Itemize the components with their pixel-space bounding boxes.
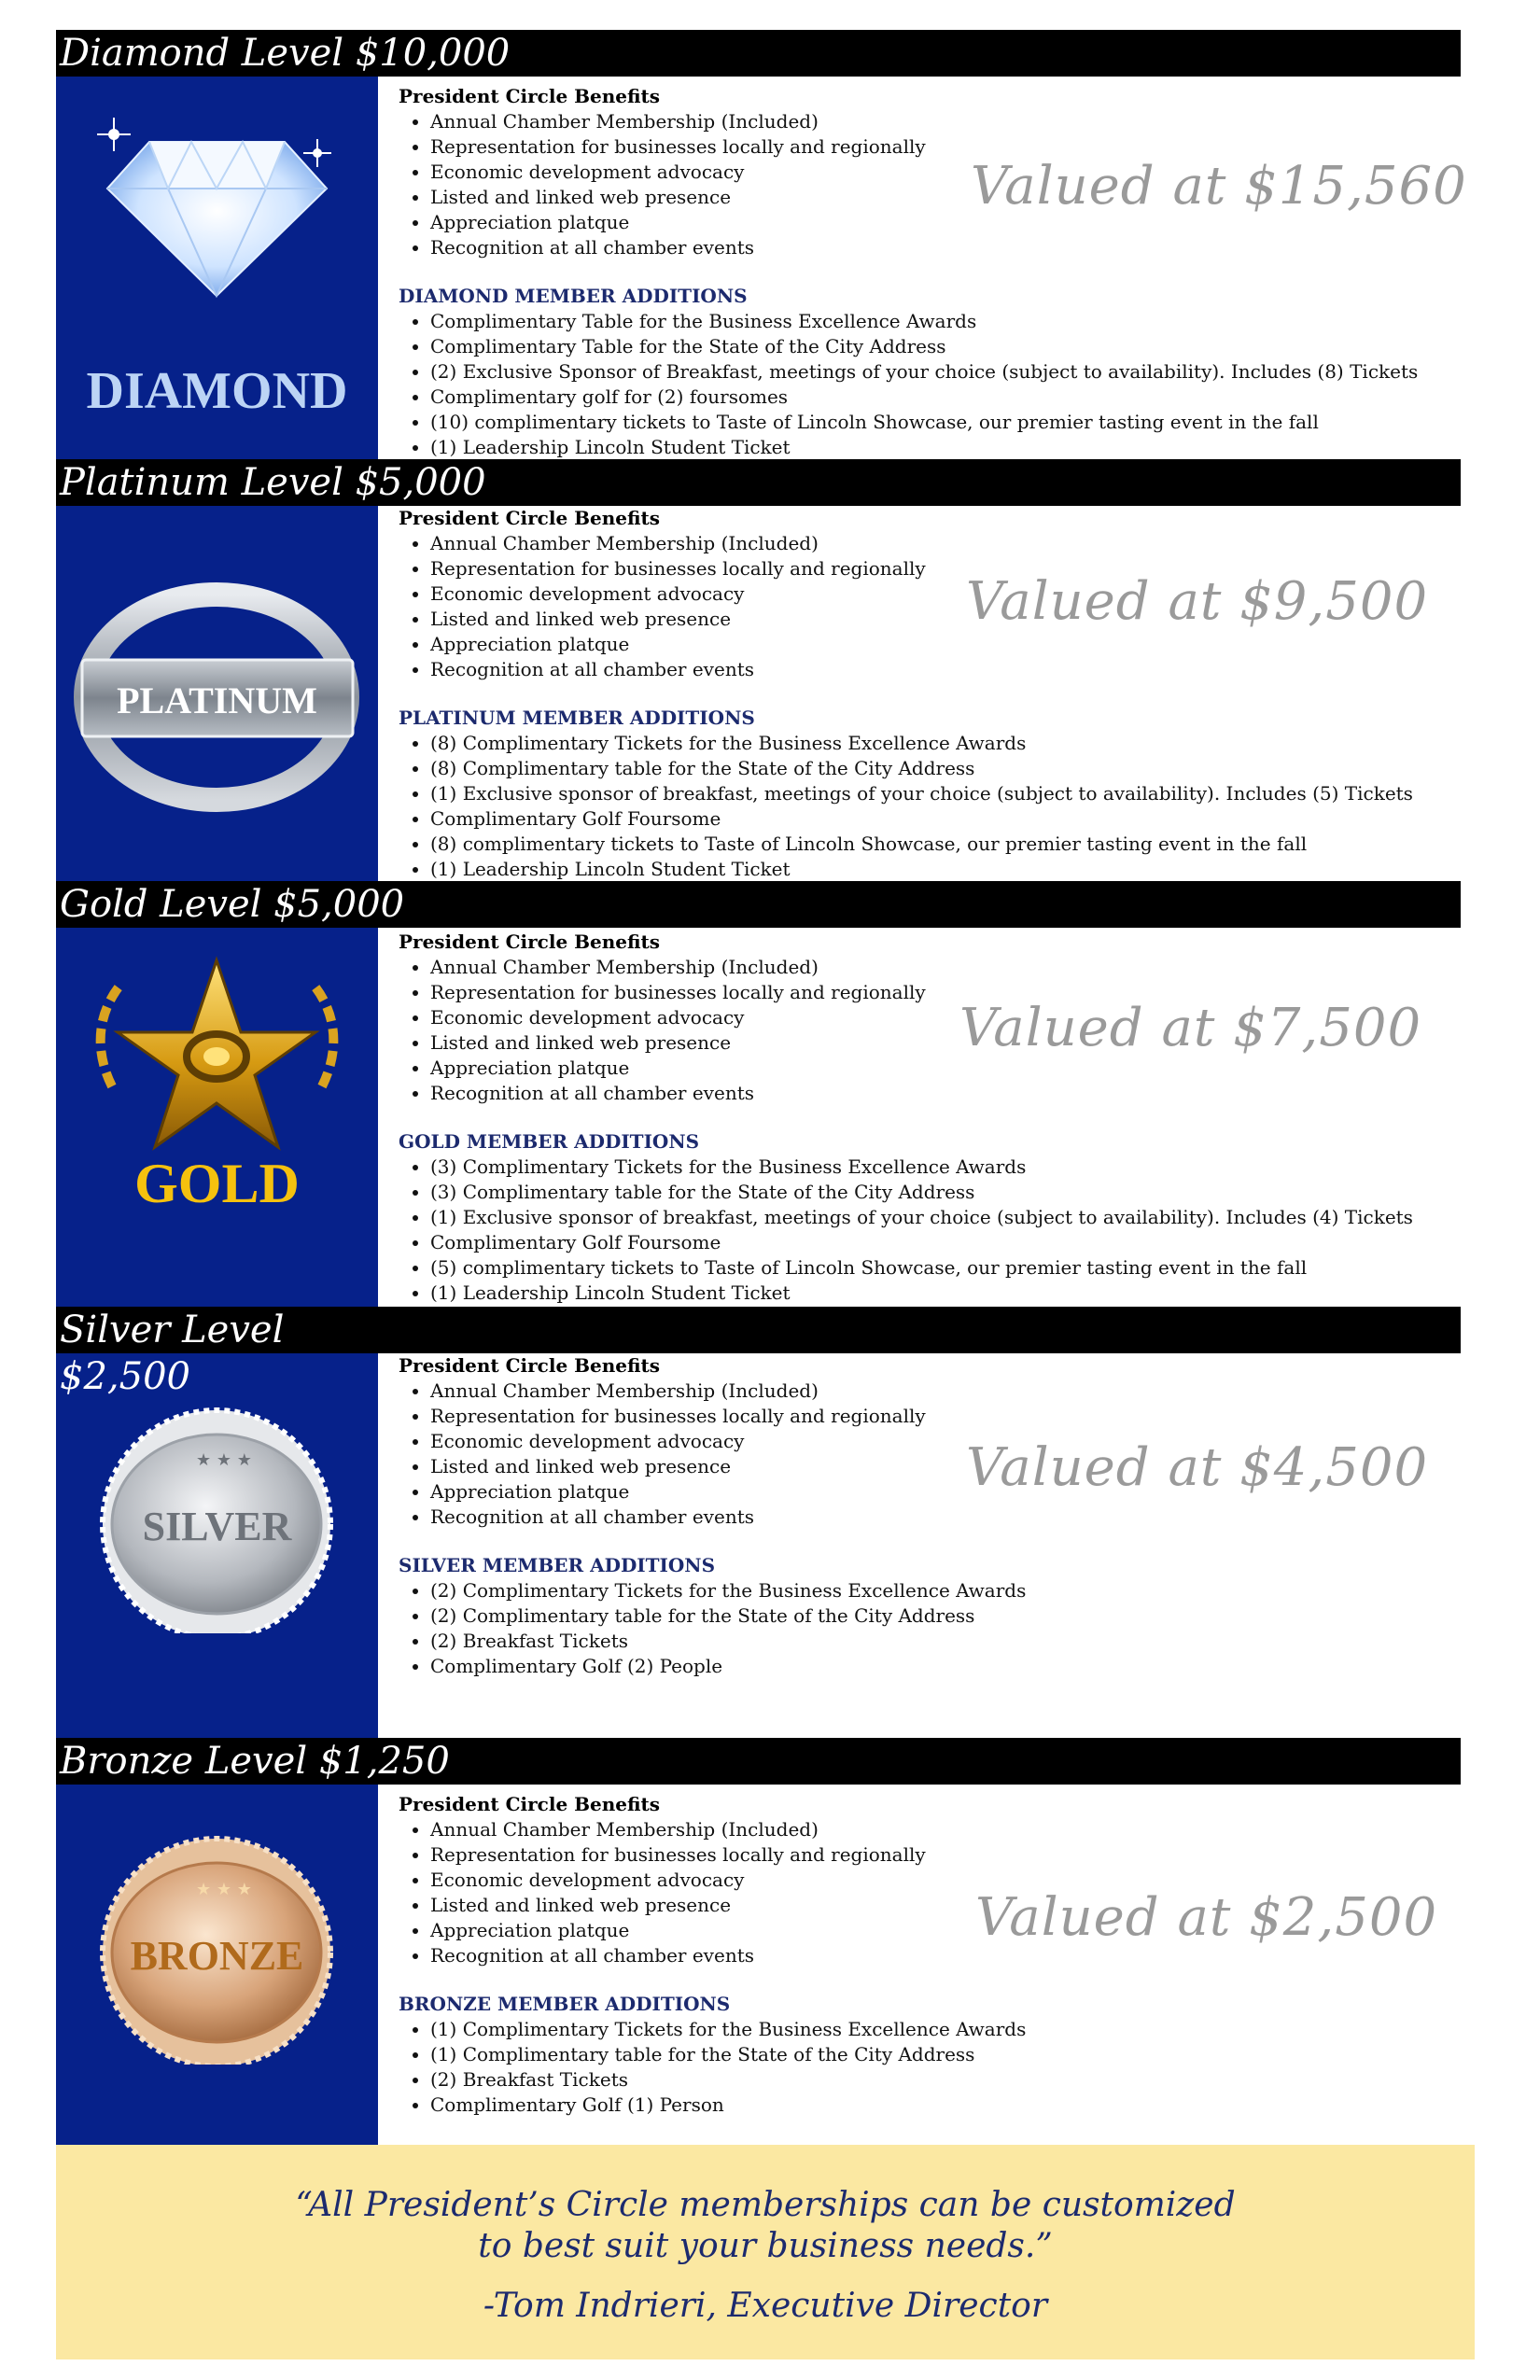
quote-box [56, 2145, 1475, 2359]
list-item: • Complimentary Table for the State of the City Address [430, 334, 1463, 359]
valued-amount: Valued at $2,500 [975, 1887, 1438, 1948]
badge-panel [56, 1353, 378, 1738]
list-item: • Listed and linked web presence [430, 607, 1463, 632]
additions-title: GOLD MEMBER ADDITIONS [399, 1130, 700, 1153]
additions-list [399, 1155, 1463, 1306]
tier-title: Diamond Level $10,000 [60, 32, 511, 75]
list-item: • (2) Exclusive Sponsor of Breakfast, meetings of your choice (subject to availability). Includes (8) Tickets [430, 359, 1463, 385]
list-item: • (3) Complimentary table for the State of the City Address [430, 1180, 1463, 1205]
list-item: • Recognition at all chamber events [430, 1081, 1463, 1106]
quote-attribution: -Tom Indrieri, Executive Director [483, 2287, 1048, 2325]
list-item: • Complimentary Golf (1) Person [430, 2093, 1463, 2118]
list-item: • (1) Exclusive sponsor of breakfast, meetings of your choice (subject to availability). Includes (4) Tickets [430, 1205, 1463, 1230]
list-item: • (1) Complimentary table for the State of the City Address [430, 2042, 1463, 2067]
benefits-title: President Circle Benefits [399, 85, 661, 107]
list-item: • Representation for businesses locally and regionally [430, 134, 1463, 160]
valued-amount: Valued at $4,500 [966, 1437, 1429, 1498]
quote-line-1: “All President’s Circle memberships can be customized [295, 2186, 1236, 2224]
list-item: • Complimentary Golf Foursome [430, 806, 1463, 832]
benefits-title: President Circle Benefits [399, 1793, 661, 1815]
tier-content [399, 1792, 1463, 2118]
additions-list [399, 1578, 1463, 1679]
list-item: • Appreciation platque [430, 210, 1463, 235]
list-item: • Complimentary golf for (2) foursomes [430, 385, 1463, 410]
badge-panel [56, 77, 378, 459]
list-item: • Appreciation platque [430, 632, 1463, 657]
list-item: • Representation for businesses locally and regionally [430, 556, 1463, 581]
list-item: • (8) Complimentary table for the State of the City Address [430, 756, 1463, 781]
benefits-title: President Circle Benefits [399, 507, 661, 529]
tier-header [56, 30, 1461, 77]
badge-label: BRONZE [130, 1933, 304, 1979]
tier-title: Platinum Level $5,000 [60, 461, 486, 504]
benefits-title: President Circle Benefits [399, 931, 661, 953]
list-item: • Economic development advocacy [430, 1429, 1463, 1454]
list-item: • (8) Complimentary Tickets for the Business Excellence Awards [430, 731, 1463, 756]
tier-content [399, 506, 1463, 882]
bronze-seal-icon [56, 1785, 378, 2065]
tier-content [399, 84, 1463, 460]
tier-title [60, 1307, 284, 1400]
svg-text:★ ★ ★: ★ ★ ★ [196, 1450, 252, 1470]
list-item: • (1) Exclusive sponsor of breakfast, meetings of your choice (subject to availability). Includes (5) Tickets [430, 781, 1463, 806]
list-item: • Complimentary Golf (2) People [430, 1654, 1463, 1679]
list-item: • Annual Chamber Membership (Included) [430, 531, 1463, 556]
list-item: • Economic development advocacy [430, 1868, 1463, 1893]
benefits-title: President Circle Benefits [399, 1354, 661, 1377]
list-item: • (3) Complimentary Tickets for the Business Excellence Awards [430, 1155, 1463, 1180]
list-item: • (5) complimentary tickets to Taste of Lincoln Showcase, our premier tasting event in the fall [430, 1255, 1463, 1281]
list-item: • Listed and linked web presence [430, 1893, 1463, 1918]
list-item: • Listed and linked web presence [430, 1454, 1463, 1479]
list-item: • (2) Breakfast Tickets [430, 2067, 1463, 2093]
tier-diamond [56, 30, 1467, 459]
tier-header [56, 881, 1461, 928]
list-item: • (8) complimentary tickets to Taste of Lincoln Showcase, our premier tasting event in the fall [430, 832, 1463, 857]
gold-star-icon [56, 928, 378, 1170]
list-item: • Appreciation platque [430, 1479, 1463, 1505]
badge-label: DIAMOND [86, 362, 348, 420]
additions-list [399, 309, 1463, 460]
tier-gold [56, 881, 1461, 1307]
badge-label: SILVER [142, 1504, 292, 1549]
list-item: • Economic development advocacy [430, 1005, 1463, 1030]
list-item: • Listed and linked web presence [430, 1030, 1463, 1056]
list-item: • (10) complimentary tickets to Taste of Lincoln Showcase, our premier tasting event in the fall [430, 410, 1463, 435]
list-item: • (1) Complimentary Tickets for the Business Excellence Awards [430, 2017, 1463, 2042]
list-item: • (2) Breakfast Tickets [430, 1629, 1463, 1654]
list-item: • Complimentary Golf Foursome [430, 1230, 1463, 1255]
tier-content [399, 1353, 1463, 1679]
additions-list [399, 2017, 1463, 2118]
badge-label: GOLD [134, 1153, 300, 1214]
list-item: • Annual Chamber Membership (Included) [430, 1817, 1463, 1842]
list-item: • Complimentary Table for the Business Excellence Awards [430, 309, 1463, 334]
badge-panel [56, 928, 378, 1307]
badge-panel [56, 506, 378, 881]
list-item: • Recognition at all chamber events [430, 657, 1463, 682]
list-item: • Annual Chamber Membership (Included) [430, 1379, 1463, 1404]
tier-title: Bronze Level $1,250 [60, 1740, 450, 1783]
tier-title-line2: $2,500 [60, 1355, 190, 1398]
list-item: • (2) Complimentary table for the State of the City Address [430, 1603, 1463, 1629]
list-item: • Recognition at all chamber events [430, 235, 1463, 260]
list-item: • Economic development advocacy [430, 160, 1463, 185]
valued-amount: Valued at $15,560 [971, 156, 1467, 217]
additions-list [399, 731, 1463, 882]
diamond-icon [56, 77, 378, 310]
tier-silver [56, 1307, 1461, 1738]
list-item: • (2) Complimentary Tickets for the Business Excellence Awards [430, 1578, 1463, 1603]
list-item: • Appreciation platque [430, 1056, 1463, 1081]
list-item: • (1) Leadership Lincoln Student Ticket [430, 435, 1463, 460]
list-item: • Appreciation platque [430, 1918, 1463, 1943]
list-item: • Representation for businesses locally and regionally [430, 1842, 1463, 1868]
badge-panel [56, 1785, 378, 2145]
list-item: • Listed and linked web presence [430, 185, 1463, 210]
additions-title: BRONZE MEMBER ADDITIONS [399, 1993, 731, 2015]
additions-title: SILVER MEMBER ADDITIONS [399, 1554, 716, 1576]
additions-title: PLATINUM MEMBER ADDITIONS [399, 707, 755, 729]
list-item: • Representation for businesses locally and regionally [430, 1404, 1463, 1429]
list-item: • Representation for businesses locally and regionally [430, 980, 1463, 1005]
valued-amount: Valued at $7,500 [959, 998, 1422, 1058]
tier-content [399, 930, 1463, 1306]
list-item: • Economic development advocacy [430, 581, 1463, 607]
valued-amount: Valued at $9,500 [966, 571, 1429, 632]
badge-label: PLATINUM [117, 679, 317, 721]
tier-title: Gold Level $5,000 [60, 883, 405, 926]
list-item: • Annual Chamber Membership (Included) [430, 955, 1463, 980]
additions-title: DIAMOND MEMBER ADDITIONS [399, 285, 748, 307]
tier-bronze [56, 1738, 1461, 2145]
list-item: • Annual Chamber Membership (Included) [430, 109, 1463, 134]
svg-text:★ ★ ★: ★ ★ ★ [196, 1880, 252, 1899]
quote-line-2: to best suit your business needs.” [478, 2227, 1053, 2265]
list-item: • (1) Leadership Lincoln Student Ticket [430, 857, 1463, 882]
list-item: • (1) Leadership Lincoln Student Ticket [430, 1281, 1463, 1306]
list-item: • Recognition at all chamber events [430, 1943, 1463, 1968]
tier-platinum [56, 459, 1461, 881]
tier-header [56, 459, 1461, 506]
tier-header [56, 1738, 1461, 1785]
tier-title-line1: Silver Level [60, 1309, 285, 1351]
list-item: • Recognition at all chamber events [430, 1505, 1463, 1530]
